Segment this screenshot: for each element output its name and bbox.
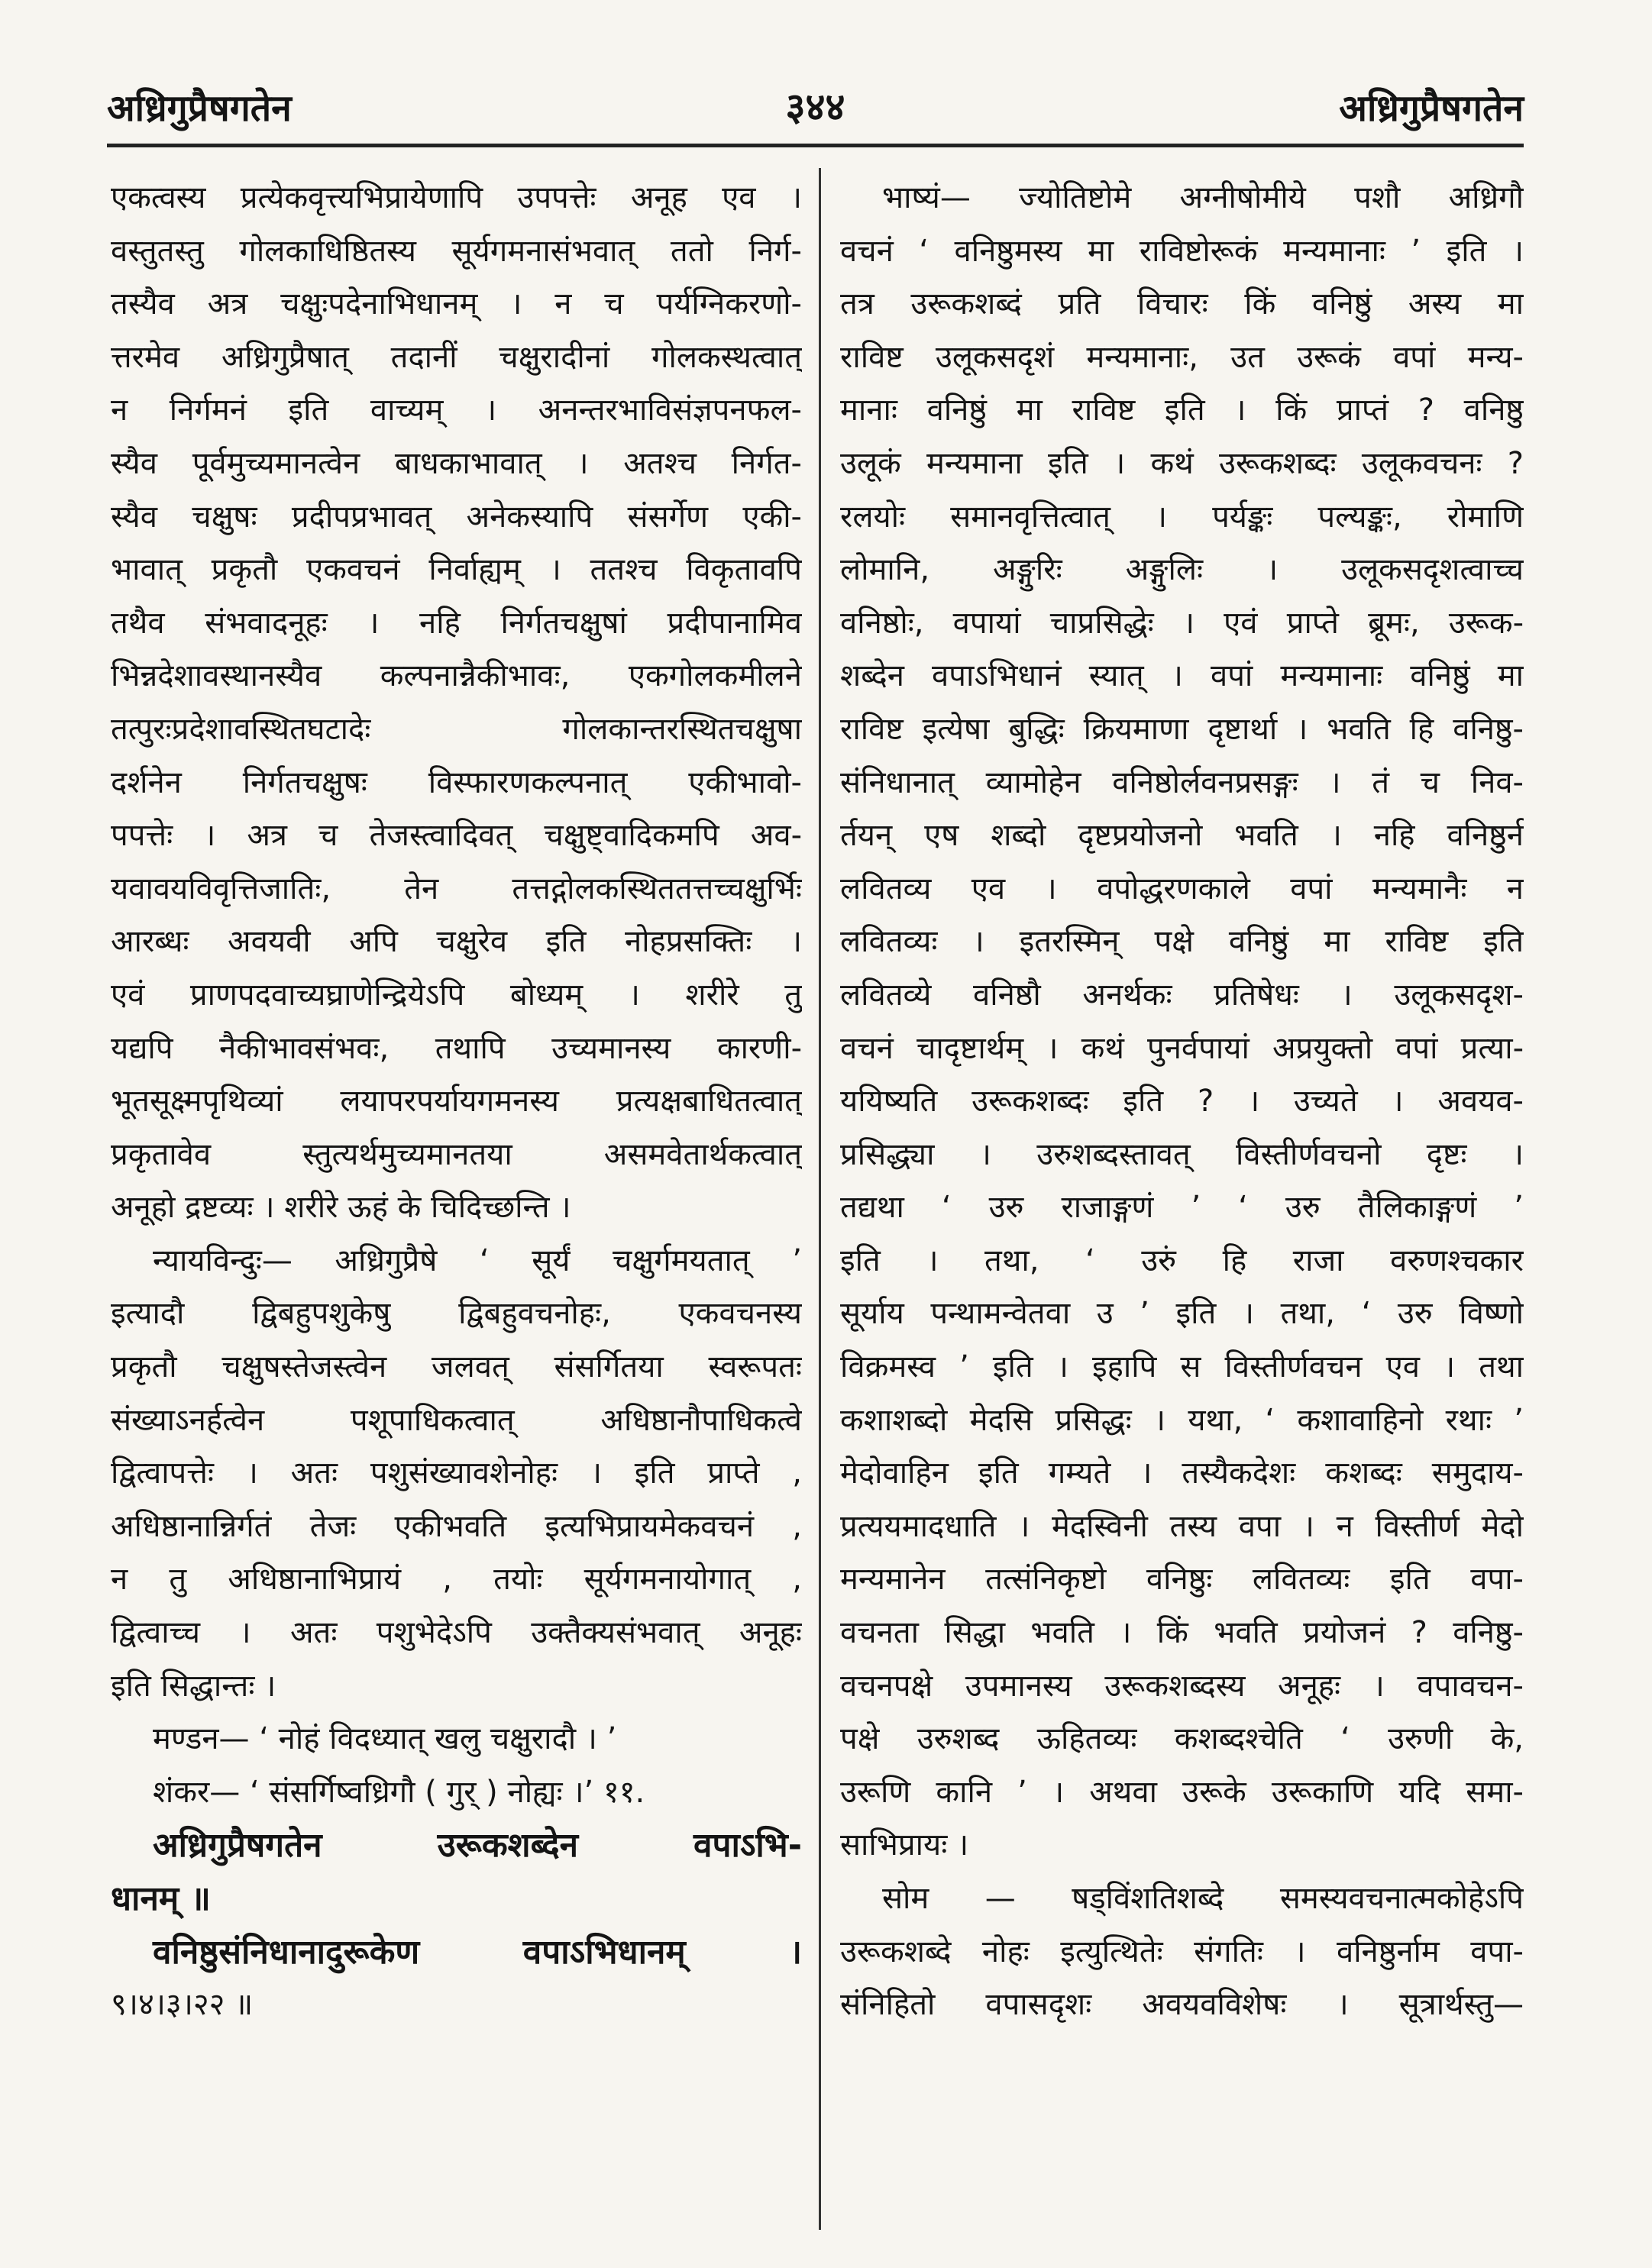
text-line: उरूकशब्दे नोहः इत्युत्थितेः संगतिः । वनिष्ठुर्नाम वपा- [840, 1934, 1524, 1969]
text-line: वचनपक्षे उपमानस्य उरूकशब्दस्य अनूहः । वपावचन- [840, 1668, 1524, 1704]
text-line: मानाः वनिष्ठुं मा राविष्ट इति । किं प्राप्तं ? वनिष्ठु [840, 393, 1524, 428]
sutra-number: ९।४।३।२२ ॥ [111, 1987, 254, 2023]
text-line: लवितव्य एव । वपोद्धरणकाले वपां मन्यमानैः न [840, 871, 1524, 906]
bhashya-line: भाष्यं— ज्योतिष्टोमे अग्नीषोमीये पशौ अध्रिगौ [882, 180, 1524, 215]
text-line: राविष्ट इत्येषा बुद्धिः क्रियमाणा दृष्टार्था । भवति हि वनिष्ठु- [840, 711, 1524, 747]
text-line: सूर्याय पन्थामन्वेतवा उ ’ इति । तथा, ‘ उरु विष्णो [840, 1296, 1524, 1332]
text-line: इति । तथा, ‘ उरुं हि राजा वरुणश्चकार [840, 1242, 1524, 1278]
text-line: राविष्ट उलूकसदृशं मन्यमानाः, उत उरूकं वपां मन्य- [840, 339, 1524, 375]
text-line: मन्यमानेन तत्संनिकृष्टो वनिष्ठुः लवितव्यः इति वपा- [840, 1562, 1524, 1598]
text-line: दर्शनेन निर्गतचक्षुषः विस्फारणकल्पनात् एकीभावो- [111, 764, 802, 800]
text-line: तस्यैव अत्र चक्षुःपदेनाभिधानम् । न च पर्यग्निकरणो- [111, 286, 802, 322]
text-line: द्वित्वाच्च । अतः पशुभेदेऽपि उक्तैक्यसंभवात् अनूहः [111, 1615, 802, 1651]
text-line: लवितव्ये वनिष्ठौ अनर्थकः प्रतिषेधः । उलूकसदृश- [840, 977, 1524, 1013]
text-line: प्रकृतौ चक्षुषस्तेजस्त्वेन जलवत् संसर्गितया स्वरूपतः [111, 1349, 802, 1385]
text-line: कशाशब्दो मेदसि प्रसिद्धः । यथा, ‘ कशावाहिनो रथाः ’ [840, 1402, 1524, 1438]
text-line: लवितव्यः । इतरस्मिन् पक्षे वनिष्ठुं मा राविष्ट इति [840, 924, 1524, 960]
column-divider [819, 168, 821, 2230]
text-line: प्रकृतावेव स्तुत्यर्थमुच्यमानतया असमवेतार्थकत्वात् [111, 1136, 802, 1172]
text-line: ययिष्यति उरूकशब्दः इति ? । उच्यते । अवयव- [840, 1084, 1524, 1119]
text-line: अनूहो द्रष्टव्यः । शरीरे ऊहं के चिदिच्छन्ति । [111, 1190, 571, 1226]
text-line: स्यैव पूर्वमुच्यमानत्वेन बाधकाभावात् । अतश्च निर्गत- [111, 445, 802, 481]
text-line: इत्यादौ द्विबहुपशुकेषु द्विबहुवचनोहः, एकवचनस्य [111, 1296, 802, 1332]
text-line: वनिष्ठोः, वपायां चाप्रसिद्धेः । एवं प्राप्ते ब्रूमः, उरूक- [840, 605, 1524, 641]
text-line: विक्रमस्व ’ इति । इहापि स विस्तीर्णवचन एव । तथा [840, 1349, 1524, 1385]
text-line: पक्षे उरुशब्द ऊहितव्यः कशब्दश्चेति ‘ उरुणी के, [840, 1721, 1524, 1757]
text-line: संनिधानात् व्यामोहेन वनिष्ठोर्लवनप्रसङ्गः । तं च निव- [840, 764, 1524, 800]
text-line: तद्यथा ‘ उरु राजाङ्गणं ’ ‘ उरु तैलिकाङ्गणं ’ [840, 1190, 1524, 1226]
text-line: यद्यपि नैकीभावसंभवः, तथापि उच्यमानस्य कारणी- [111, 1030, 802, 1066]
text-line: वचनता सिद्धा भवति । किं भवति प्रयोजनं ? वनिष्ठु- [840, 1615, 1524, 1651]
text-line: वचनं ‘ वनिष्ठुमस्य मा राविष्टोरूकं मन्यमानाः ’ इति । [840, 233, 1524, 269]
text-line: उलूकं मन्यमाना इति । कथं उरूकशब्दः उलूकवचनः ? [840, 445, 1524, 481]
text-line: भावात् प्रकृतौ एकवचनं निर्वाह्यम् । ततश्च विकृतावपि [111, 552, 802, 588]
text-line: अधिष्ठानान्निर्गतं तेजः एकीभवति इत्यभिप्रायमेकवचनं , [111, 1508, 802, 1544]
text-line: भिन्नदेशावस्थानस्यैव कल्पनान्नैकीभावः, एकगोलकमीलने [111, 658, 802, 694]
text-line: प्रत्ययमादधाति । मेदस्विनी तस्य वपा । न विस्तीर्ण मेदो [840, 1508, 1524, 1544]
shankara-verse: शंकर— ‘ संसर्गिष्वध्रिगौ ( गुर् ) नोह्यः ।’ ११. [153, 1774, 645, 1810]
text-line: एकत्वस्य प्रत्येकवृत्त्यभिप्रायेणापि उपपत्तेः अनूह एव । [111, 180, 802, 215]
soma-line: सोम — षड्विंशतिशब्दे समस्यवचनात्मकोहेऽपि [882, 1881, 1524, 1916]
text-line: तथैव संभवादनूहः । नहि निर्गतचक्षुषां प्रदीपानामिव [111, 605, 802, 641]
text-line: शब्देन वपाऽभिधानं स्यात् । वपां मन्यमानाः वनिष्ठुं मा [840, 658, 1524, 694]
text-line: संनिहितो वपासदृशः अवयवविशेषः । सूत्रार्थस्तु— [840, 1987, 1524, 2023]
running-title-left: अध्रिगुप्रैषगतेन [107, 87, 292, 130]
nyayabindu-line: न्यायविन्दुः— अध्रिगुप्रैषे ‘ सूर्यं चक्षुर्गमयतात् ’ [153, 1242, 802, 1278]
adhikarana-title: अध्रिगुप्रैषगतेन उरूकशब्देन वपाऽभि- [153, 1826, 802, 1866]
text-line: वचनं चादृष्टार्थम् । कथं पुनर्वपायां अप्रयुक्तो वपां प्रत्या- [840, 1030, 1524, 1066]
text-line: द्वित्वापत्तेः । अतः पशुसंख्यावशेनोहः । इति प्राप्ते , [111, 1455, 802, 1491]
text-line: लोमानि, अङ्गुरिः अङ्गुलिः । उलूकसदृशत्वाच्च [840, 552, 1524, 588]
text-line: इति सिद्धान्तः । [111, 1668, 276, 1704]
text-line: रलयोः समानवृत्तित्वात् । पर्यङ्कः पल्यङ्कः, रोमाणि [840, 499, 1524, 535]
sutra-line: वनिष्ठुसंनिधानादुरूकेण वपाऽभिधानम् । [153, 1932, 802, 1972]
text-line: साभिप्रायः । [840, 1827, 969, 1863]
text-line: एवं प्राणपदवाच्यघ्राणेन्द्रियेऽपि बोध्यम् । शरीरे तु [111, 977, 802, 1013]
running-title-right: अध्रिगुप्रैषगतेन [1339, 87, 1524, 130]
text-line: तत्र उरूकशब्दं प्रति विचारः किं वनिष्ठुं अस्य मा [840, 286, 1524, 322]
text-line: संख्याऽनर्हत्वेन पशूपाधिकत्वात् अधिष्ठानौपाधिकत्वे [111, 1402, 802, 1438]
text-line: पपत्तेः । अत्र च तेजस्त्वादिवत् चक्षुष्ट्वादिकमपि अव- [111, 818, 802, 854]
text-line: स्यैव चक्षुषः प्रदीपप्रभावत् अनेकस्यापि संसर्गेण एकी- [111, 499, 802, 535]
text-line: मेदोवाहिन इति गम्यते । तस्यैकदेशः कशब्दः समुदाय- [840, 1455, 1524, 1491]
text-line: तत्पुरःप्रदेशावस्थितघटादेः गोलकान्तरस्थितचक्षुषा [111, 711, 802, 747]
page-header [107, 69, 1524, 137]
text-line: उरूणि कानि ’ । अथवा उरूके उरूकाणि यदि समा- [840, 1774, 1524, 1810]
mandana-verse: मण्डन— ‘ नोहं विदध्यात् खलु चक्षुरादौ । ’ [153, 1721, 617, 1757]
text-line: भूतसूक्ष्मपृथिव्यां लयापरपर्यायगमनस्य प्रत्यक्षबाधितत्वात् [111, 1084, 802, 1119]
text-line: यवावयविवृत्तिजातिः, तेन तत्तद्गोलकस्थिततत्तच्चक्षुर्भिः [111, 871, 802, 906]
text-line: न निर्गमनं इति वाच्यम् । अनन्तरभाविसंज्ञपनफल- [111, 393, 802, 428]
text-line: आरब्धः अवयवी अपि चक्षुरेव इति नोहप्रसक्तिः । [111, 924, 802, 960]
text-line: त्तरमेव अध्रिगुप्रैषात् तदानीं चक्षुरादीनां गोलकस्थत्वात् [111, 339, 802, 375]
text-line: न तु अधिष्ठानाभिप्रायं , तयोः सूर्यगमनायोगात् , [111, 1562, 802, 1598]
text-line: प्रसिद्ध्या । उरुशब्दस्तावत् विस्तीर्णवचनो दृष्टः । [840, 1136, 1524, 1172]
left-column [111, 172, 802, 2032]
text-line: र्तयन् एष शब्दो दृष्टप्रयोजनो भवति । नहि वनिष्ठुर्न [840, 818, 1524, 854]
right-column [840, 172, 1524, 2032]
text-line: वस्तुतस्तु गोलकाधिष्ठितस्य सूर्यगमनासंभवात् ततो निर्ग- [111, 233, 802, 269]
adhikarana-title-end: धानम् ॥ [111, 1879, 211, 1918]
page-number: ३४४ [785, 85, 845, 129]
header-rule [107, 144, 1524, 147]
